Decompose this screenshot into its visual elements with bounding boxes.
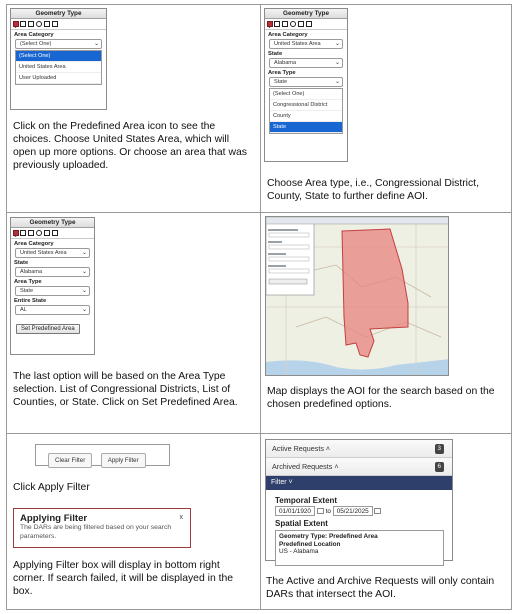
caption-map: Map displays the AOI for the search based on the chosen predefined options. <box>267 386 495 410</box>
area-type-select[interactable] <box>269 77 343 87</box>
area-category-label: Area Category <box>14 32 54 38</box>
area-type-value: State <box>274 79 288 85</box>
chevron-down-icon: ⌄ <box>81 288 87 294</box>
area-category-value: United States Area <box>274 41 321 47</box>
cell-set-area <box>7 213 260 433</box>
chevron-down-icon: ⌄ <box>81 250 87 256</box>
active-requests-count: 3 <box>435 444 444 454</box>
area-category-dropdown <box>15 50 102 85</box>
date-from-input[interactable]: 01/01/1920 <box>275 506 315 516</box>
area-type-label: Area Type <box>14 279 42 285</box>
temporal-extent-title: Temporal Extent <box>275 496 338 505</box>
apply-filter-button[interactable]: Apply Filter <box>101 453 146 468</box>
set-predefined-area-button[interactable]: Set Predefined Area <box>16 324 80 334</box>
area-category-value: United States Area <box>20 250 67 256</box>
cell-area-type <box>261 5 511 212</box>
dropdown-option[interactable]: (Select One) <box>270 89 342 100</box>
dropdown-option[interactable]: State <box>270 122 342 133</box>
dropdown-option[interactable]: County <box>270 111 342 122</box>
area-category-label: Area Category <box>268 32 308 38</box>
spatial-extent-box <box>275 530 444 566</box>
delete-icon[interactable] <box>52 230 58 236</box>
geometry-icons <box>265 19 347 30</box>
clear-filter-button[interactable]: Clear Filter <box>48 453 92 468</box>
caption-requests: The Active and Archive Requests will only contain DARs that intersect the AOI. <box>266 576 495 600</box>
area-type-label: Area Type <box>268 70 296 76</box>
geometry-panel <box>10 217 95 355</box>
caption-area-category: Click on the Predefined Area icon to see the choices. Choose United States Area, which will open up more options. Or choose an area that was previously uploaded. <box>13 121 247 171</box>
dropdown-option[interactable]: United States Area <box>16 62 101 73</box>
entire-state-label: Entire State <box>14 298 47 304</box>
caption-apply-filter: Click Apply Filter <box>13 482 90 493</box>
state-select[interactable] <box>269 58 343 68</box>
dropdown-option[interactable]: (Select One) <box>16 51 101 62</box>
upload-icon[interactable] <box>298 21 304 27</box>
delete-icon[interactable] <box>52 21 58 27</box>
predefined-area-icon[interactable] <box>267 21 273 27</box>
area-category-select[interactable] <box>269 39 343 49</box>
state-select[interactable] <box>15 267 90 277</box>
area-category-select[interactable] <box>15 248 90 258</box>
geometry-type-title: Geometry Type <box>11 9 106 19</box>
delete-icon[interactable] <box>306 21 312 27</box>
cell-area-category <box>7 5 260 212</box>
upload-icon[interactable] <box>44 230 50 236</box>
dropdown-option[interactable]: User Uploaded <box>16 73 101 84</box>
active-requests-row[interactable] <box>266 440 452 458</box>
polygon-icon[interactable] <box>28 21 34 27</box>
rectangle-icon[interactable] <box>20 21 26 27</box>
state-value: Alabama <box>274 60 297 66</box>
close-icon[interactable]: x <box>179 514 183 521</box>
spatial-line: Geometry Type: Predefined Area <box>279 533 378 540</box>
area-type-dropdown <box>269 88 343 134</box>
archived-requests-label: Archived Requests ˄ <box>272 462 339 471</box>
circle-icon[interactable] <box>290 21 296 27</box>
area-type-value: State <box>20 288 34 294</box>
geometry-type-title: Geometry Type <box>265 9 347 19</box>
cell-apply-filter <box>7 434 260 609</box>
spatial-extent-title: Spatial Extent <box>275 519 328 528</box>
caption-area-type: Choose Area type, i.e., Congressional District, County, State to further define AOI. <box>267 178 479 202</box>
dropdown-option[interactable]: Congressional District <box>270 100 342 111</box>
chevron-down-icon: ⌄ <box>334 41 340 47</box>
applying-filter-title: Applying Filter <box>20 513 88 524</box>
area-category-value: (Select One) <box>20 41 52 47</box>
predefined-area-icon[interactable] <box>13 230 19 236</box>
chevron-down-icon: ⌄ <box>81 307 87 313</box>
chevron-down-icon: ⌄ <box>334 79 340 85</box>
spatial-line: US - Alabama <box>279 548 319 556</box>
filter-buttons-bar <box>35 444 170 466</box>
applying-filter-box <box>13 508 191 548</box>
entire-state-value: AL <box>20 307 27 313</box>
chevron-down-icon: ⌄ <box>334 60 340 66</box>
active-requests-label: Active Requests ˄ <box>272 444 331 453</box>
polygon-icon[interactable] <box>28 230 34 236</box>
area-type-select[interactable] <box>15 286 90 296</box>
rectangle-icon[interactable] <box>20 230 26 236</box>
geometry-icons <box>11 228 94 239</box>
calendar-icon[interactable] <box>374 508 381 514</box>
spatial-line: Predefined Location <box>279 540 341 548</box>
to-label: to <box>325 508 331 515</box>
date-to-input[interactable]: 05/21/2025 <box>333 506 373 516</box>
polygon-icon[interactable] <box>282 21 288 27</box>
circle-icon[interactable] <box>36 21 42 27</box>
instruction-table <box>6 4 512 610</box>
upload-icon[interactable] <box>44 21 50 27</box>
requests-panel <box>265 439 453 561</box>
predefined-area-icon[interactable] <box>13 21 19 27</box>
state-label: State <box>268 51 283 57</box>
caption-set-area: The last option will be based on the Area Type selection. List of Congressional Districts, List of Counties, or State. Click on Set Predefined Area. <box>13 371 238 408</box>
geometry-type-title: Geometry Type <box>11 218 94 228</box>
archived-requests-row[interactable] <box>266 458 452 476</box>
state-label: State <box>14 260 29 266</box>
chevron-down-icon: ⌄ <box>81 269 87 275</box>
geometry-panel <box>10 8 107 110</box>
geometry-icons <box>11 19 106 30</box>
geometry-panel <box>264 8 348 162</box>
cell-requests <box>261 434 511 609</box>
area-category-label: Area Category <box>14 241 54 247</box>
state-value: Alabama <box>20 269 43 275</box>
entire-state-select[interactable] <box>15 305 90 315</box>
map-graphic <box>266 217 449 376</box>
caption-applying-box: Applying Filter box will display in bottom right corner. If search failed, it will be displayed in the box. <box>13 560 234 597</box>
cell-map <box>261 213 511 433</box>
map-view[interactable] <box>265 216 449 376</box>
calendar-icon[interactable] <box>317 508 324 514</box>
circle-icon[interactable] <box>36 230 42 236</box>
chevron-down-icon: ⌄ <box>93 41 99 47</box>
archived-requests-count: 6 <box>435 462 444 472</box>
rectangle-icon[interactable] <box>274 21 280 27</box>
filter-header[interactable]: Filter ˅ <box>266 476 452 490</box>
area-category-select[interactable] <box>15 39 102 49</box>
applying-filter-text: The DARs are being filtered based on your search parameters. <box>20 524 172 540</box>
